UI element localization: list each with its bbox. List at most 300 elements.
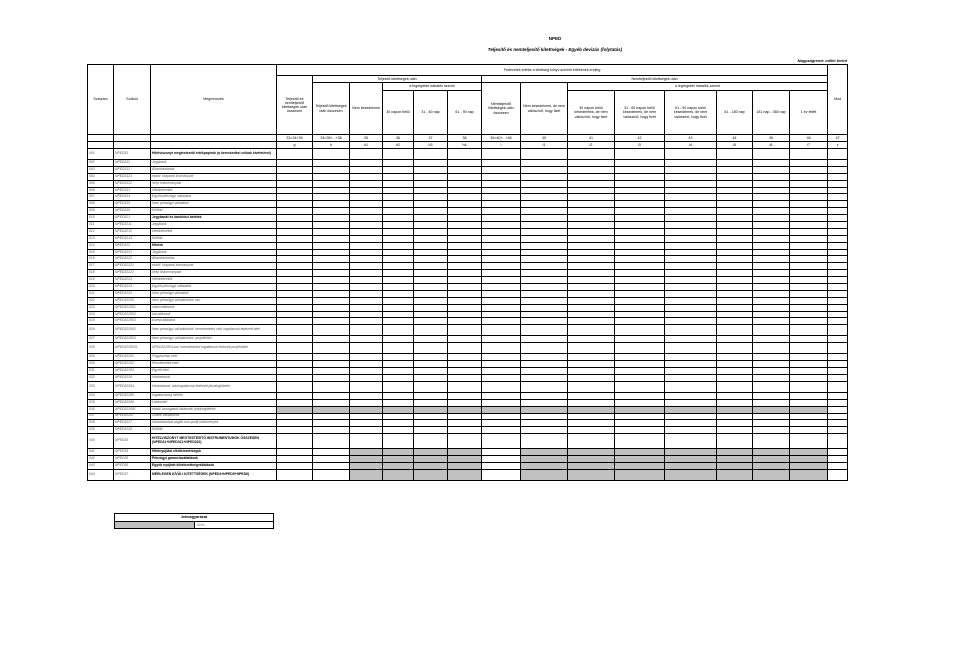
- value-cell[interactable]: [615, 277, 665, 284]
- value-cell[interactable]: [383, 304, 414, 311]
- value-cell[interactable]: [482, 149, 521, 160]
- value-cell[interactable]: [828, 194, 848, 201]
- value-cell[interactable]: [615, 215, 665, 222]
- value-cell[interactable]: [568, 304, 615, 311]
- value-cell[interactable]: [414, 249, 448, 256]
- value-cell[interactable]: [615, 381, 665, 392]
- value-cell[interactable]: [350, 297, 383, 304]
- value-cell[interactable]: [383, 427, 414, 434]
- value-cell[interactable]: [448, 325, 482, 336]
- value-cell[interactable]: [521, 413, 568, 420]
- value-cell[interactable]: [717, 374, 753, 381]
- value-cell[interactable]: [448, 222, 482, 229]
- value-cell[interactable]: [277, 469, 313, 480]
- value-cell[interactable]: [482, 235, 521, 242]
- value-cell[interactable]: [414, 235, 448, 242]
- value-cell[interactable]: [828, 413, 848, 420]
- value-cell[interactable]: [717, 208, 753, 215]
- value-cell[interactable]: [482, 456, 521, 463]
- value-cell[interactable]: [521, 235, 568, 242]
- value-cell[interactable]: [753, 201, 790, 208]
- value-cell[interactable]: [753, 149, 790, 160]
- value-cell[interactable]: [753, 256, 790, 263]
- value-cell[interactable]: [615, 290, 665, 297]
- value-cell[interactable]: [828, 228, 848, 235]
- value-cell[interactable]: [482, 201, 521, 208]
- value-cell[interactable]: [414, 160, 448, 167]
- value-cell[interactable]: [753, 180, 790, 187]
- value-cell[interactable]: [414, 290, 448, 297]
- value-cell[interactable]: [615, 311, 665, 318]
- value-cell[interactable]: [482, 160, 521, 167]
- value-cell[interactable]: [383, 336, 414, 343]
- value-cell[interactable]: [414, 215, 448, 222]
- value-cell[interactable]: [753, 374, 790, 381]
- value-cell[interactable]: [568, 256, 615, 263]
- value-cell[interactable]: [521, 166, 568, 173]
- value-cell[interactable]: [350, 222, 383, 229]
- value-cell[interactable]: [790, 270, 828, 277]
- value-cell[interactable]: [717, 354, 753, 361]
- value-cell[interactable]: [615, 208, 665, 215]
- value-cell[interactable]: [717, 290, 753, 297]
- value-cell[interactable]: [448, 343, 482, 354]
- value-cell[interactable]: [521, 201, 568, 208]
- value-cell[interactable]: [313, 318, 350, 325]
- value-cell[interactable]: [350, 263, 383, 270]
- value-cell[interactable]: [313, 325, 350, 336]
- value-cell[interactable]: [277, 354, 313, 361]
- value-cell[interactable]: [313, 462, 350, 469]
- value-cell[interactable]: [350, 208, 383, 215]
- value-cell[interactable]: [615, 336, 665, 343]
- value-cell[interactable]: [568, 149, 615, 160]
- value-cell[interactable]: [717, 187, 753, 194]
- value-cell[interactable]: [313, 215, 350, 222]
- value-cell[interactable]: [753, 381, 790, 392]
- value-cell[interactable]: [448, 420, 482, 427]
- value-cell[interactable]: [615, 434, 665, 449]
- value-cell[interactable]: [277, 277, 313, 284]
- value-cell[interactable]: [448, 235, 482, 242]
- value-cell[interactable]: [828, 434, 848, 449]
- value-cell[interactable]: [665, 336, 717, 343]
- value-cell[interactable]: [482, 215, 521, 222]
- value-cell[interactable]: [790, 149, 828, 160]
- value-cell[interactable]: [448, 318, 482, 325]
- value-cell[interactable]: [448, 201, 482, 208]
- value-cell[interactable]: [828, 166, 848, 173]
- value-cell[interactable]: [753, 222, 790, 229]
- value-cell[interactable]: [482, 462, 521, 469]
- value-cell[interactable]: [753, 368, 790, 375]
- value-cell[interactable]: [568, 392, 615, 399]
- value-cell[interactable]: [790, 381, 828, 392]
- value-cell[interactable]: [828, 325, 848, 336]
- value-cell[interactable]: [277, 336, 313, 343]
- value-cell[interactable]: [790, 201, 828, 208]
- value-cell[interactable]: [448, 194, 482, 201]
- value-cell[interactable]: [414, 284, 448, 291]
- value-cell[interactable]: [521, 361, 568, 368]
- value-cell[interactable]: [753, 304, 790, 311]
- value-cell[interactable]: [277, 235, 313, 242]
- value-cell[interactable]: [383, 160, 414, 167]
- value-cell[interactable]: [828, 368, 848, 375]
- value-cell[interactable]: [790, 242, 828, 249]
- value-cell[interactable]: [482, 311, 521, 318]
- value-cell[interactable]: [753, 413, 790, 420]
- value-cell[interactable]: [482, 325, 521, 336]
- value-cell[interactable]: [313, 456, 350, 463]
- value-cell[interactable]: [753, 160, 790, 167]
- value-cell[interactable]: [665, 149, 717, 160]
- value-cell[interactable]: [828, 456, 848, 463]
- value-cell[interactable]: [717, 149, 753, 160]
- value-cell[interactable]: [482, 399, 521, 406]
- value-cell[interactable]: [482, 392, 521, 399]
- value-cell[interactable]: [568, 284, 615, 291]
- value-cell[interactable]: [277, 215, 313, 222]
- value-cell[interactable]: [717, 201, 753, 208]
- value-cell[interactable]: [277, 449, 313, 456]
- value-cell[interactable]: [313, 368, 350, 375]
- value-cell[interactable]: [521, 318, 568, 325]
- value-cell[interactable]: [790, 263, 828, 270]
- value-cell[interactable]: [615, 194, 665, 201]
- value-cell[interactable]: [277, 311, 313, 318]
- value-cell[interactable]: [790, 413, 828, 420]
- value-cell[interactable]: [383, 361, 414, 368]
- value-cell[interactable]: [277, 249, 313, 256]
- value-cell[interactable]: [482, 343, 521, 354]
- value-cell[interactable]: [753, 194, 790, 201]
- value-cell[interactable]: [448, 208, 482, 215]
- value-cell[interactable]: [277, 166, 313, 173]
- value-cell[interactable]: [482, 381, 521, 392]
- value-cell[interactable]: [790, 215, 828, 222]
- value-cell[interactable]: [665, 235, 717, 242]
- value-cell[interactable]: [350, 215, 383, 222]
- value-cell[interactable]: [828, 462, 848, 469]
- value-cell[interactable]: [277, 392, 313, 399]
- value-cell[interactable]: [383, 270, 414, 277]
- value-cell[interactable]: [350, 235, 383, 242]
- value-cell[interactable]: [568, 336, 615, 343]
- value-cell[interactable]: [615, 427, 665, 434]
- value-cell[interactable]: [790, 194, 828, 201]
- value-cell[interactable]: [448, 297, 482, 304]
- value-cell[interactable]: [665, 290, 717, 297]
- value-cell[interactable]: [414, 180, 448, 187]
- value-cell[interactable]: [313, 420, 350, 427]
- value-cell[interactable]: [568, 381, 615, 392]
- value-cell[interactable]: [717, 427, 753, 434]
- value-cell[interactable]: [717, 270, 753, 277]
- value-cell[interactable]: [448, 215, 482, 222]
- value-cell[interactable]: [790, 208, 828, 215]
- value-cell[interactable]: [521, 325, 568, 336]
- value-cell[interactable]: [828, 256, 848, 263]
- value-cell[interactable]: [665, 381, 717, 392]
- value-cell[interactable]: [383, 374, 414, 381]
- value-cell[interactable]: [350, 277, 383, 284]
- value-cell[interactable]: [482, 290, 521, 297]
- value-cell[interactable]: [414, 263, 448, 270]
- value-cell[interactable]: [313, 180, 350, 187]
- value-cell[interactable]: [753, 228, 790, 235]
- value-cell[interactable]: [717, 336, 753, 343]
- value-cell[interactable]: [482, 297, 521, 304]
- value-cell[interactable]: [521, 187, 568, 194]
- value-cell[interactable]: [313, 277, 350, 284]
- value-cell[interactable]: [521, 420, 568, 427]
- value-cell[interactable]: [482, 256, 521, 263]
- value-cell[interactable]: [313, 354, 350, 361]
- value-cell[interactable]: [828, 336, 848, 343]
- value-cell[interactable]: [753, 434, 790, 449]
- value-cell[interactable]: [753, 263, 790, 270]
- value-cell[interactable]: [615, 343, 665, 354]
- value-cell[interactable]: [828, 263, 848, 270]
- value-cell[interactable]: [414, 228, 448, 235]
- value-cell[interactable]: [753, 427, 790, 434]
- value-cell[interactable]: [277, 149, 313, 160]
- value-cell[interactable]: [313, 361, 350, 368]
- value-cell[interactable]: [828, 361, 848, 368]
- value-cell[interactable]: [753, 242, 790, 249]
- value-cell[interactable]: [828, 235, 848, 242]
- value-cell[interactable]: [717, 284, 753, 291]
- value-cell[interactable]: [521, 434, 568, 449]
- value-cell[interactable]: [482, 222, 521, 229]
- value-cell[interactable]: [665, 201, 717, 208]
- value-cell[interactable]: [414, 208, 448, 215]
- value-cell[interactable]: [482, 187, 521, 194]
- value-cell[interactable]: [828, 160, 848, 167]
- value-cell[interactable]: [753, 325, 790, 336]
- value-cell[interactable]: [313, 469, 350, 480]
- value-cell[interactable]: [790, 354, 828, 361]
- value-cell[interactable]: [383, 413, 414, 420]
- value-cell[interactable]: [313, 228, 350, 235]
- value-cell[interactable]: [615, 413, 665, 420]
- value-cell[interactable]: [448, 180, 482, 187]
- value-cell[interactable]: [350, 381, 383, 392]
- value-cell[interactable]: [521, 256, 568, 263]
- value-cell[interactable]: [828, 242, 848, 249]
- value-cell[interactable]: [828, 392, 848, 399]
- value-cell[interactable]: [414, 420, 448, 427]
- value-cell[interactable]: [313, 374, 350, 381]
- value-cell[interactable]: [277, 456, 313, 463]
- value-cell[interactable]: [828, 354, 848, 361]
- value-cell[interactable]: [521, 222, 568, 229]
- value-cell[interactable]: [665, 420, 717, 427]
- value-cell[interactable]: [790, 249, 828, 256]
- value-cell[interactable]: [448, 354, 482, 361]
- value-cell[interactable]: [383, 263, 414, 270]
- value-cell[interactable]: [521, 180, 568, 187]
- value-cell[interactable]: [615, 270, 665, 277]
- value-cell[interactable]: [615, 149, 665, 160]
- value-cell[interactable]: [277, 297, 313, 304]
- value-cell[interactable]: [521, 343, 568, 354]
- value-cell[interactable]: [568, 160, 615, 167]
- value-cell[interactable]: [753, 420, 790, 427]
- value-cell[interactable]: [717, 311, 753, 318]
- value-cell[interactable]: [790, 290, 828, 297]
- value-cell[interactable]: [313, 284, 350, 291]
- value-cell[interactable]: [277, 343, 313, 354]
- value-cell[interactable]: [568, 201, 615, 208]
- value-cell[interactable]: [313, 235, 350, 242]
- value-cell[interactable]: [790, 392, 828, 399]
- value-cell[interactable]: [313, 290, 350, 297]
- value-cell[interactable]: [717, 242, 753, 249]
- value-cell[interactable]: [350, 284, 383, 291]
- value-cell[interactable]: [313, 336, 350, 343]
- value-cell[interactable]: [665, 256, 717, 263]
- value-cell[interactable]: [717, 235, 753, 242]
- value-cell[interactable]: [665, 284, 717, 291]
- value-cell[interactable]: [383, 354, 414, 361]
- value-cell[interactable]: [665, 180, 717, 187]
- value-cell[interactable]: [753, 173, 790, 180]
- value-cell[interactable]: [482, 249, 521, 256]
- value-cell[interactable]: [790, 336, 828, 343]
- value-cell[interactable]: [448, 290, 482, 297]
- value-cell[interactable]: [482, 420, 521, 427]
- value-cell[interactable]: [665, 160, 717, 167]
- value-cell[interactable]: [277, 160, 313, 167]
- value-cell[interactable]: [414, 201, 448, 208]
- value-cell[interactable]: [665, 249, 717, 256]
- value-cell[interactable]: [717, 194, 753, 201]
- value-cell[interactable]: [414, 256, 448, 263]
- value-cell[interactable]: [448, 228, 482, 235]
- value-cell[interactable]: [521, 228, 568, 235]
- value-cell[interactable]: [828, 399, 848, 406]
- value-cell[interactable]: [665, 413, 717, 420]
- value-cell[interactable]: [414, 311, 448, 318]
- value-cell[interactable]: [753, 284, 790, 291]
- value-cell[interactable]: [753, 311, 790, 318]
- value-cell[interactable]: [277, 290, 313, 297]
- value-cell[interactable]: [482, 173, 521, 180]
- value-cell[interactable]: [482, 277, 521, 284]
- value-cell[interactable]: [277, 256, 313, 263]
- value-cell[interactable]: [350, 434, 383, 449]
- value-cell[interactable]: [665, 215, 717, 222]
- value-cell[interactable]: [414, 173, 448, 180]
- value-cell[interactable]: [448, 311, 482, 318]
- value-cell[interactable]: [414, 427, 448, 434]
- value-cell[interactable]: [383, 166, 414, 173]
- value-cell[interactable]: [448, 160, 482, 167]
- value-cell[interactable]: [313, 263, 350, 270]
- value-cell[interactable]: [790, 318, 828, 325]
- value-cell[interactable]: [313, 208, 350, 215]
- value-cell[interactable]: [615, 160, 665, 167]
- value-cell[interactable]: [665, 173, 717, 180]
- value-cell[interactable]: [568, 420, 615, 427]
- value-cell[interactable]: [790, 180, 828, 187]
- value-cell[interactable]: [568, 173, 615, 180]
- value-cell[interactable]: [717, 392, 753, 399]
- value-cell[interactable]: [615, 304, 665, 311]
- value-cell[interactable]: [521, 284, 568, 291]
- value-cell[interactable]: [414, 325, 448, 336]
- value-cell[interactable]: [313, 399, 350, 406]
- value-cell[interactable]: [615, 361, 665, 368]
- value-cell[interactable]: [383, 235, 414, 242]
- value-cell[interactable]: [568, 270, 615, 277]
- value-cell[interactable]: [790, 173, 828, 180]
- value-cell[interactable]: [828, 149, 848, 160]
- value-cell[interactable]: [313, 160, 350, 167]
- value-cell[interactable]: [753, 215, 790, 222]
- value-cell[interactable]: [448, 277, 482, 284]
- value-cell[interactable]: [753, 277, 790, 284]
- value-cell[interactable]: [350, 311, 383, 318]
- value-cell[interactable]: [665, 228, 717, 235]
- value-cell[interactable]: [313, 270, 350, 277]
- value-cell[interactable]: [313, 392, 350, 399]
- value-cell[interactable]: [482, 449, 521, 456]
- value-cell[interactable]: [448, 413, 482, 420]
- value-cell[interactable]: [521, 194, 568, 201]
- value-cell[interactable]: [277, 368, 313, 375]
- value-cell[interactable]: [717, 166, 753, 173]
- value-cell[interactable]: [790, 427, 828, 434]
- value-cell[interactable]: [313, 242, 350, 249]
- value-cell[interactable]: [790, 187, 828, 194]
- value-cell[interactable]: [828, 311, 848, 318]
- value-cell[interactable]: [383, 149, 414, 160]
- value-cell[interactable]: [790, 256, 828, 263]
- value-cell[interactable]: [482, 194, 521, 201]
- value-cell[interactable]: [414, 194, 448, 201]
- value-cell[interactable]: [568, 343, 615, 354]
- value-cell[interactable]: [615, 420, 665, 427]
- value-cell[interactable]: [482, 228, 521, 235]
- value-cell[interactable]: [414, 354, 448, 361]
- value-cell[interactable]: [828, 449, 848, 456]
- value-cell[interactable]: [313, 311, 350, 318]
- value-cell[interactable]: [448, 392, 482, 399]
- value-cell[interactable]: [665, 368, 717, 375]
- value-cell[interactable]: [383, 215, 414, 222]
- value-cell[interactable]: [568, 413, 615, 420]
- value-cell[interactable]: [414, 297, 448, 304]
- value-cell[interactable]: [448, 187, 482, 194]
- value-cell[interactable]: [313, 166, 350, 173]
- value-cell[interactable]: [383, 180, 414, 187]
- value-cell[interactable]: [448, 149, 482, 160]
- value-cell[interactable]: [313, 187, 350, 194]
- value-cell[interactable]: [615, 263, 665, 270]
- value-cell[interactable]: [828, 290, 848, 297]
- value-cell[interactable]: [828, 180, 848, 187]
- value-cell[interactable]: [717, 434, 753, 449]
- value-cell[interactable]: [753, 297, 790, 304]
- value-cell[interactable]: [448, 242, 482, 249]
- value-cell[interactable]: [350, 399, 383, 406]
- value-cell[interactable]: [828, 173, 848, 180]
- value-cell[interactable]: [383, 381, 414, 392]
- value-cell[interactable]: [414, 222, 448, 229]
